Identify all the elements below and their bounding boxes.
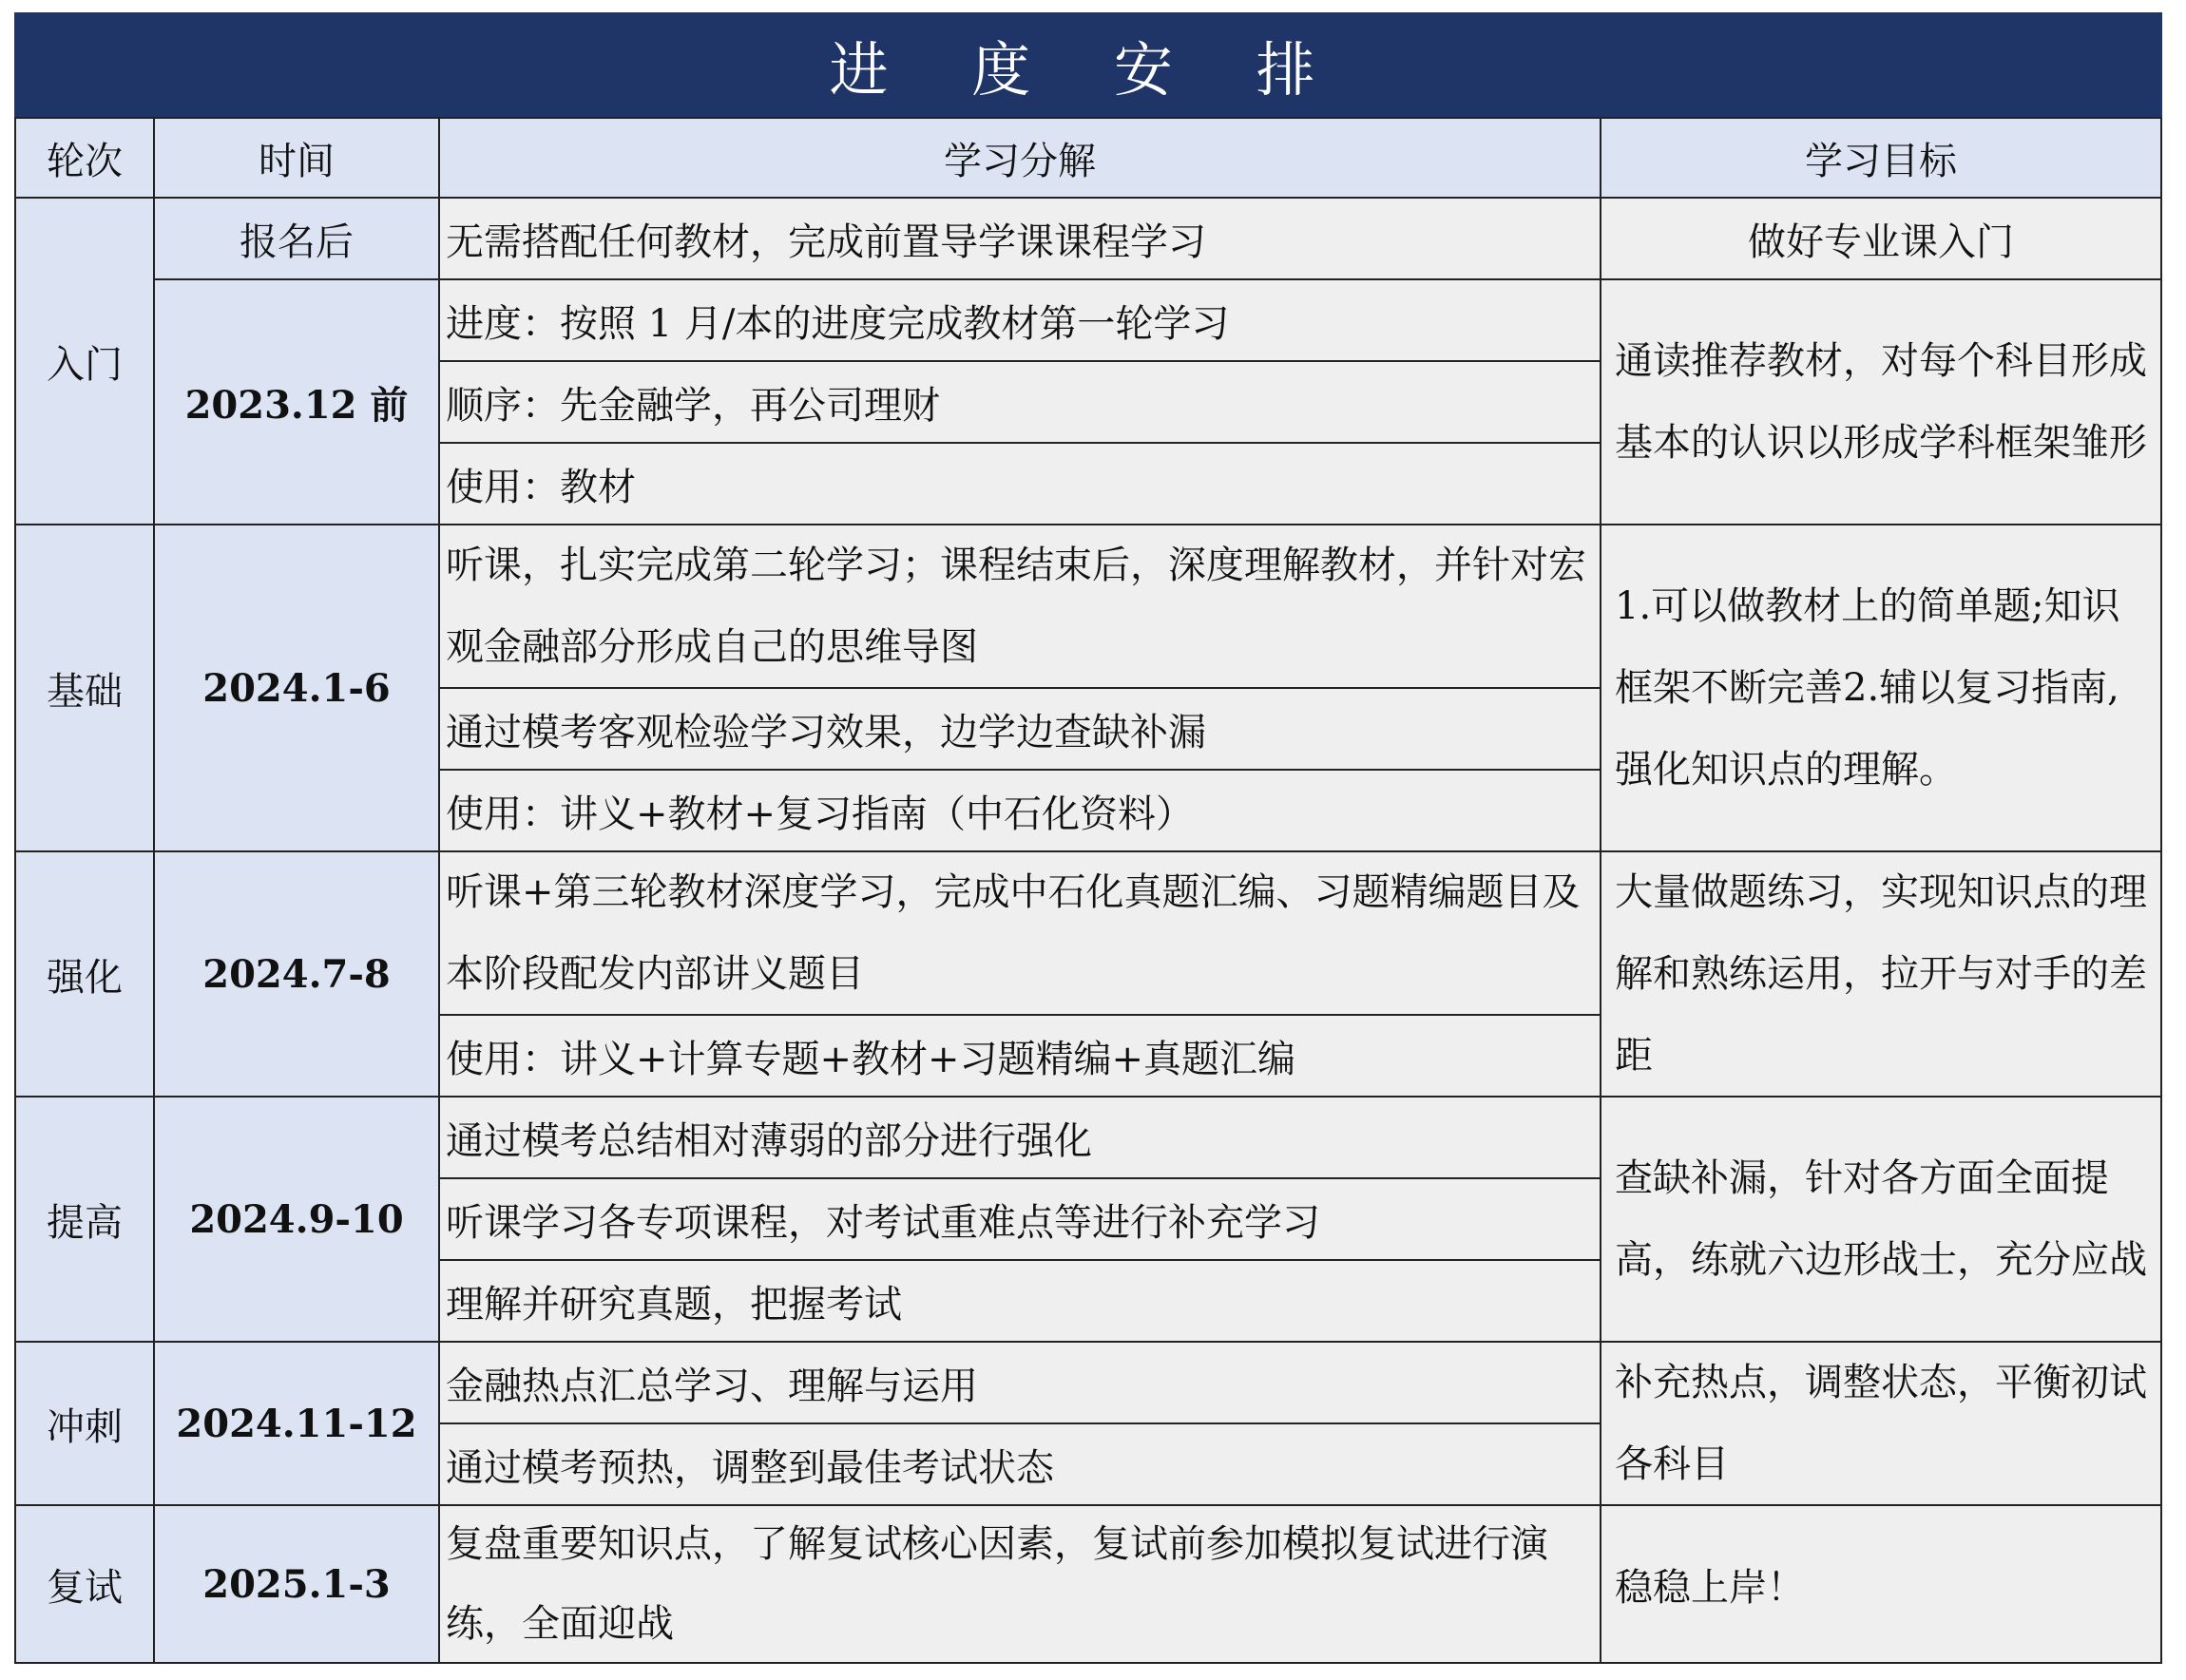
time-cell: 2024.1-6 (153, 524, 440, 852)
goal-cell-wrap (1600, 278, 2162, 525)
task-cell: 使用：讲义+教材+复习指南（中石化资料） (438, 769, 1601, 852)
time-cell: 2024.7-8 (153, 850, 440, 1098)
task-cell-wrap (438, 850, 1601, 1016)
time-cell: 2024.9-10 (153, 1096, 440, 1343)
task-cell: 听课，扎实完成第二轮学习；课程结束后，深度理解教材，并针对宏观金融部分形成自己的思维导图 (446, 544, 1586, 669)
header-goal: 学习目标 (1600, 117, 2162, 199)
goal-cell-wrap (1600, 1341, 2162, 1506)
time-cell: 2023.12 前 (153, 278, 440, 525)
task-cell: 听课+第三轮教材深度学习，完成中石化真题汇编、习题精编题目及本阶段配发内部讲义题目 (446, 870, 1581, 996)
time-cell: 2025.1-3 (153, 1504, 440, 1664)
goal-cell: 做好专业课入门 (1600, 197, 2162, 280)
task-cell: 听课学习各专项课程，对考试重难点等进行补充学习 (438, 1177, 1601, 1261)
time-cell: 2024.11-12 (153, 1341, 440, 1506)
goal-cell: 1.可以做教材上的简单题;知识框架不断完善2.辅以复习指南,强化知识点的理解。 (1615, 584, 2120, 792)
task-cell: 通过模考总结相对薄弱的部分进行强化 (438, 1096, 1601, 1179)
task-cell: 无需搭配任何教材，完成前置导学课课程学习 (438, 197, 1601, 280)
task-cell-wrap (438, 1504, 1601, 1664)
time-cell: 报名后 (153, 197, 440, 280)
header-breakdown: 学习分解 (438, 117, 1601, 199)
round-cell: 冲刺 (14, 1341, 155, 1506)
table-title: 进 度 安 排 (14, 12, 2162, 117)
goal-cell-wrap (1600, 1096, 2162, 1343)
goal-cell-wrap (1600, 524, 2162, 852)
round-cell: 基础 (14, 524, 155, 852)
round-cell: 强化 (14, 850, 155, 1098)
goal-cell: 补充热点，调整状态，平衡初试各科目 (1615, 1361, 2147, 1486)
task-cell: 顺序：先金融学，再公司理财 (438, 360, 1601, 444)
goal-cell: 稳稳上岸！ (1600, 1504, 2162, 1664)
goal-cell: 通读推荐教材，对每个科目形成基本的认识以形成学科框架雏形 (1615, 339, 2147, 465)
goal-cell-wrap (1600, 850, 2162, 1098)
task-cell: 使用：教材 (438, 442, 1601, 525)
task-cell: 理解并研究真题，把握考试 (438, 1259, 1601, 1343)
goal-cell: 大量做题练习，实现知识点的理解和熟练运用，拉开与对手的差距 (1615, 870, 2147, 1078)
schedule-table (14, 12, 2162, 1664)
task-cell: 进度：按照 1 月/本的进度完成教材第一轮学习 (438, 278, 1601, 362)
task-cell: 金融热点汇总学习、理解与运用 (438, 1341, 1601, 1424)
task-cell-wrap (438, 524, 1601, 689)
task-cell: 通过模考预热，调整到最佳考试状态 (438, 1422, 1601, 1506)
task-cell: 使用：讲义+计算专题+教材+习题精编+真题汇编 (438, 1014, 1601, 1098)
round-cell: 复试 (14, 1504, 155, 1664)
round-cell: 入门 (14, 197, 155, 525)
task-cell: 通过模考客观检验学习效果，边学边查缺补漏 (438, 687, 1601, 771)
header-round: 轮次 (14, 117, 155, 199)
round-cell: 提高 (14, 1096, 155, 1343)
header-time: 时间 (153, 117, 440, 199)
goal-cell: 查缺补漏，针对各方面全面提高，练就六边形战士，充分应战 (1615, 1156, 2147, 1282)
task-cell: 复盘重要知识点，了解复试核心因素，复试前参加模拟复试进行演练，全面迎战 (446, 1522, 1548, 1646)
